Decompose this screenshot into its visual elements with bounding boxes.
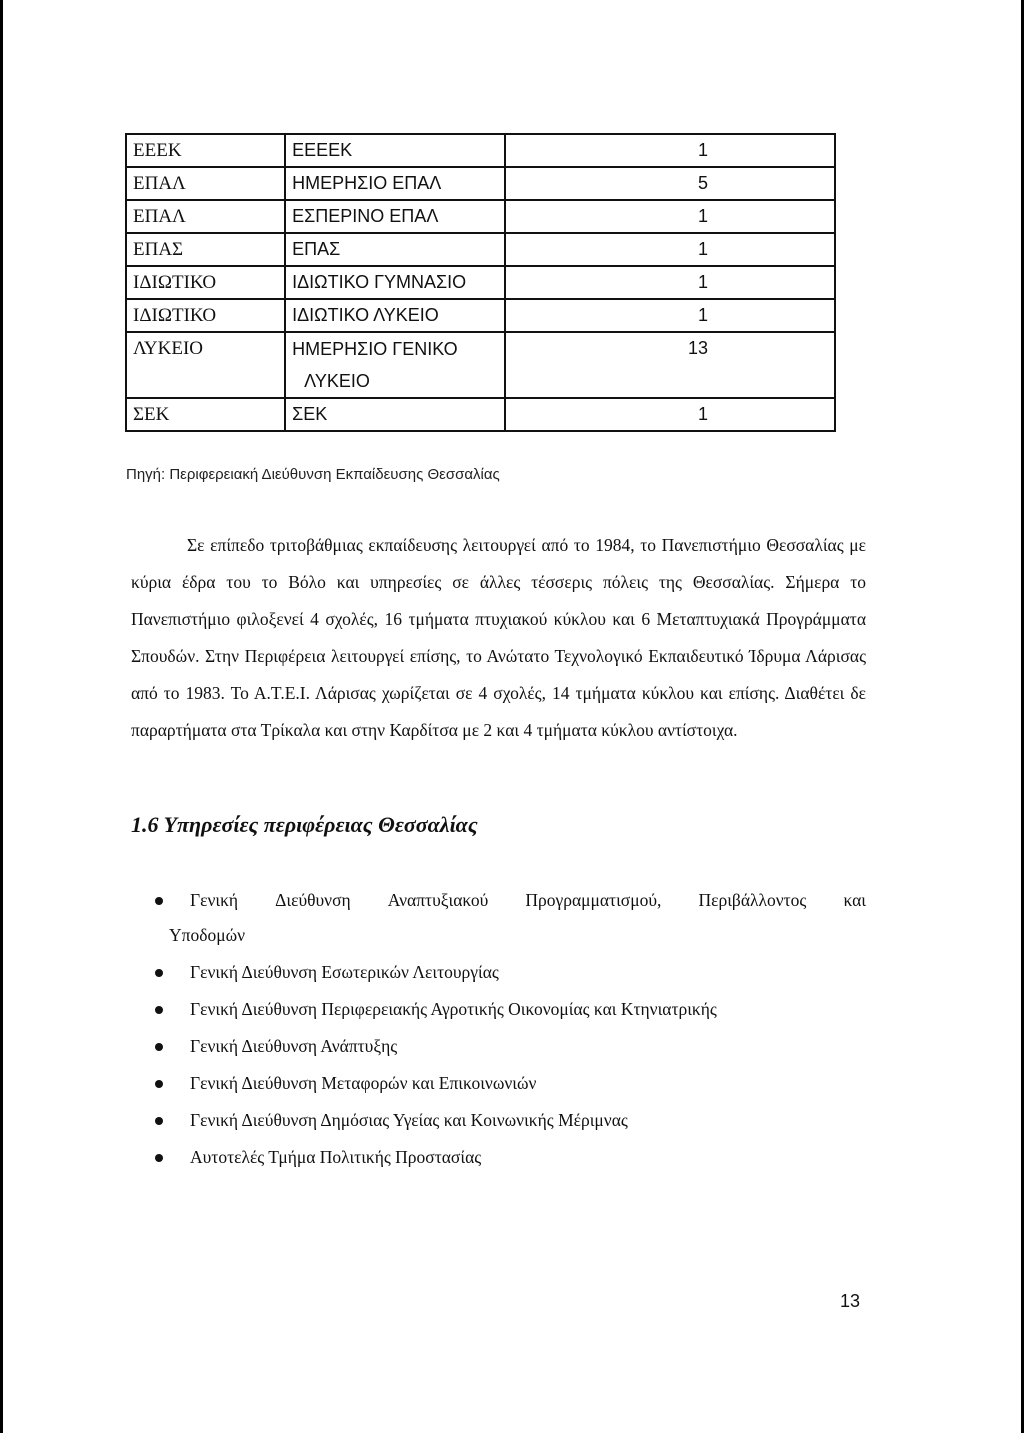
school-count-cell: 13 bbox=[505, 332, 835, 398]
list-item bbox=[150, 1103, 866, 1138]
list-item bbox=[150, 1140, 866, 1175]
school-name-cell bbox=[285, 332, 505, 398]
list-item bbox=[150, 883, 866, 953]
table-row bbox=[126, 200, 835, 233]
bullet-icon bbox=[155, 1154, 163, 1162]
school-count-cell: 1 bbox=[505, 266, 835, 299]
school-type-cell: ΣΕΚ bbox=[126, 398, 285, 431]
table-row bbox=[126, 266, 835, 299]
word: και bbox=[843, 890, 866, 910]
school-name-cell: ΕΕΕΕΚ bbox=[285, 134, 505, 167]
bullet-icon bbox=[155, 1117, 163, 1125]
school-count-cell: 1 bbox=[505, 200, 835, 233]
bullet-icon bbox=[155, 897, 163, 905]
schools-table bbox=[125, 133, 836, 432]
bullet-icon bbox=[155, 1006, 163, 1014]
list-item-text: Γενική Διεύθυνση Δημόσιας Υγείας και Κοινωνικής Μέριμνας bbox=[190, 1110, 628, 1130]
section-heading: 1.6 Υπηρεσίες περιφέρειας Θεσσαλίας bbox=[131, 812, 478, 837]
list-item-line2: Υποδομών bbox=[169, 925, 246, 945]
list-item bbox=[150, 992, 866, 1027]
services-list bbox=[150, 883, 866, 1177]
table-row bbox=[126, 299, 835, 332]
school-name-line1: ΗΜΕΡΗΣΙΟ ΓΕΝΙΚΟ bbox=[292, 339, 458, 359]
word: Αναπτυξιακού bbox=[387, 890, 489, 910]
paragraph-text: Σε επίπεδο τριτοβάθμιας εκπαίδευσης λειτουργεί από το 1984, το Πανεπιστήμιο Θεσσαλίας με κύρια έδρα του το Βόλο και υπηρεσίες σε άλλες τέσσερις πόλεις της Θεσσαλίας. Σήμερα το Πανεπιστήμιο φιλοξενεί 4 σχολές, 16 τμήματα πτυχιακού κύκλου και 6 Μεταπτυχιακά Προγράμματα Σπουδών. Στην Περιφέρεια λειτουργεί επίσης, το Ανώτατο Τεχνολογικό Εκπαιδευτικό Ίδρυμα Λάρισας από το 1983. Το Α.Τ.Ε.Ι. Λάρισας χωρίζεται σε 4 σχολές, 14 τμήματα κύκλου και επίσης. Διαθέτει δε παραρτήματα στα Τρίκαλα και στην Καρδίτσα με 2 και 4 τμήματα κύκλου αντίστοιχα. bbox=[131, 534, 866, 740]
word: Προγραμματισμού, bbox=[525, 890, 662, 910]
school-type-cell: ΕΠΑΣ bbox=[126, 233, 285, 266]
list-item bbox=[150, 1029, 866, 1064]
table-source-note: Πηγή: Περιφερειακή Διεύθυνση Εκπαίδευσης Θεσσαλίας bbox=[126, 466, 500, 483]
school-type-cell: ΙΔΙΩΤΙΚΟ bbox=[126, 299, 285, 332]
school-type-cell: ΕΠΑΛ bbox=[126, 200, 285, 233]
school-count-cell: 1 bbox=[505, 134, 835, 167]
school-count-cell: 1 bbox=[505, 233, 835, 266]
school-name-cell: ΕΠΑΣ bbox=[285, 233, 505, 266]
school-type-cell: ΛΥΚΕΙΟ bbox=[126, 332, 285, 398]
list-item-text: Αυτοτελές Τμήμα Πολιτικής Προστασίας bbox=[190, 1147, 482, 1167]
list-item-text: Γενική Διεύθυνση Περιφερειακής Αγροτικής Οικονομίας και Κτηνιατρικής bbox=[190, 999, 717, 1019]
bullet-icon bbox=[155, 969, 163, 977]
word: Γενική bbox=[190, 890, 239, 910]
bullet-icon bbox=[155, 1043, 163, 1051]
table-row bbox=[126, 167, 835, 200]
body-paragraph bbox=[131, 527, 866, 749]
school-name-cell: ΣΕΚ bbox=[285, 398, 505, 431]
table-row bbox=[126, 134, 835, 167]
list-item-text: Γενική Διεύθυνση Ανάπτυξης bbox=[190, 1036, 398, 1056]
school-count-cell: 5 bbox=[505, 167, 835, 200]
school-type-cell: ΕΠΑΛ bbox=[126, 167, 285, 200]
school-type-cell: ΙΔΙΩΤΙΚΟ bbox=[126, 266, 285, 299]
list-item-text: Γενική Διεύθυνση Εσωτερικών Λειτουργίας bbox=[190, 962, 499, 982]
bullet-icon bbox=[155, 1080, 163, 1088]
table-row bbox=[126, 398, 835, 431]
table-row bbox=[126, 332, 835, 398]
scan-edge-left bbox=[0, 0, 3, 1433]
word: Περιβάλλοντος bbox=[698, 890, 807, 910]
school-name-cell: ΙΔΙΩΤΙΚΟ ΛΥΚΕΙΟ bbox=[285, 299, 505, 332]
table-row bbox=[126, 233, 835, 266]
school-name-line2: ΛΥΚΕΙΟ bbox=[304, 371, 370, 391]
school-count-cell: 1 bbox=[505, 398, 835, 431]
school-name-cell: ΙΔΙΩΤΙΚΟ ΓΥΜΝΑΣΙΟ bbox=[285, 266, 505, 299]
list-item bbox=[150, 955, 866, 990]
list-item bbox=[150, 1066, 866, 1101]
school-name-cell: ΕΣΠΕΡΙΝΟ ΕΠΑΛ bbox=[285, 200, 505, 233]
list-item-text: Γενική Διεύθυνση Μεταφορών και Επικοινωνιών bbox=[190, 1073, 537, 1093]
word: Διεύθυνση bbox=[275, 890, 351, 910]
list-item-line1 bbox=[190, 883, 866, 918]
page-number: 13 bbox=[840, 1291, 861, 1311]
school-type-cell: ΕΕΕΚ bbox=[126, 134, 285, 167]
school-name-cell: ΗΜΕΡΗΣΙΟ ΕΠΑΛ bbox=[285, 167, 505, 200]
school-count-cell: 1 bbox=[505, 299, 835, 332]
